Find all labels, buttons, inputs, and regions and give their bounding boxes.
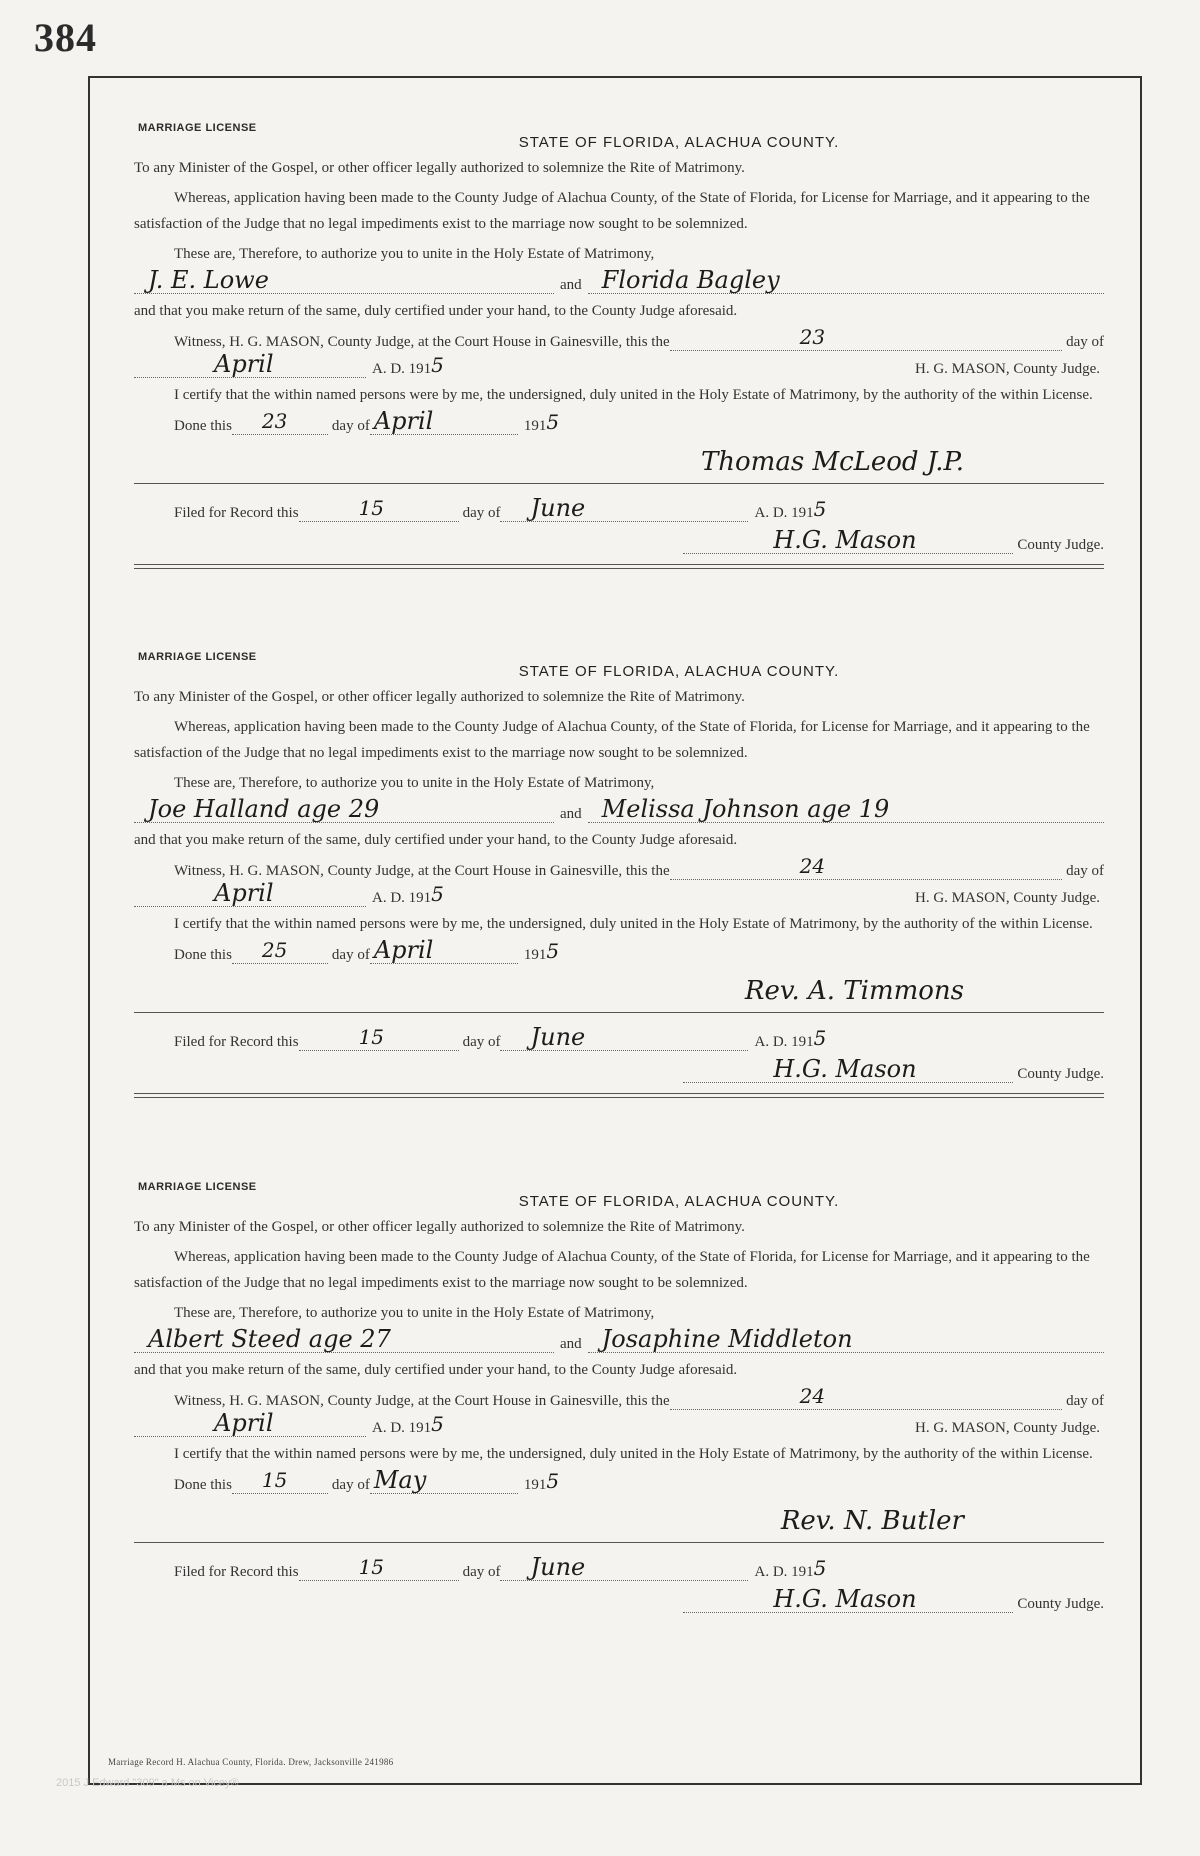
filed-row	[134, 1551, 1104, 1581]
done-month-field	[370, 407, 518, 435]
witness-row	[134, 853, 1104, 880]
license-label: MARRIAGE LICENSE	[138, 122, 257, 134]
to-minister-line: To any Minister of the Gospel, or other officer legally authorized to solemnize the Rite of Matrimony.	[134, 689, 745, 705]
whereas-paragraph: Whereas, application having been made to the County Judge of Alachua County, of the State of Florida, for License for Marriage, and it appearing to the satisfaction of the Judge that no legal impediments exist to the marriage now sought to be solemnized.	[134, 719, 1090, 761]
witness-month: April	[214, 879, 274, 907]
authorize-line: These are, Therefore, to authorize you to unite in the Holy Estate of Matrimony,	[174, 1305, 655, 1321]
separator-rule	[134, 1542, 1104, 1543]
witness-day-field	[670, 855, 1062, 880]
witness-month-row	[134, 880, 1104, 907]
witness-month-field	[134, 1409, 366, 1437]
officiant-signature-row	[134, 435, 1104, 475]
filed-label: Filed for Record this	[174, 505, 299, 521]
ad-year: 5	[431, 882, 444, 906]
names-row	[134, 267, 1104, 294]
clerk-field	[683, 1585, 1013, 1613]
done-year: 5	[546, 1469, 560, 1493]
done-month: May	[373, 1466, 427, 1494]
filed-year: 5	[813, 1556, 827, 1580]
judge-title: H. G. MASON, County Judge.	[914, 890, 1100, 906]
witness-text: Witness, H. G. MASON, County Judge, at the Court House in Gainesville, this the	[174, 1393, 670, 1409]
return-line: and that you make return of the same, duly certified under your hand, to the County Judge aforesaid.	[134, 832, 738, 848]
done-day-field	[232, 410, 328, 435]
names-row	[134, 796, 1104, 823]
certify-paragraph: I certify that the within named persons were by me, the undersigned, duly united in the Holy Estate of Matrimony, by the authority of the within License.	[174, 1446, 1093, 1462]
clerk-signature: H.G. Mason	[773, 1585, 917, 1613]
certify-paragraph: I certify that the within named persons were by me, the undersigned, duly united in the Holy Estate of Matrimony, by the authority of the within License.	[174, 916, 1093, 932]
license-heading: STATE OF FLORIDA, ALACHUA COUNTY.	[518, 663, 840, 680]
filed-month: June	[530, 1553, 586, 1581]
witness-day: 23	[799, 325, 826, 349]
witness-text: Witness, H. G. MASON, County Judge, at the Court House in Gainesville, this the	[174, 863, 670, 879]
witness-month-row	[134, 1410, 1104, 1437]
done-this-label: Done this	[174, 418, 232, 434]
bride-field	[588, 1325, 1104, 1353]
filed-month: June	[530, 494, 586, 522]
witness-month-field	[134, 879, 366, 907]
clerk-signature: H.G. Mason	[773, 1055, 917, 1083]
section-divider	[134, 564, 1104, 569]
county-judge-label: County Judge.	[1017, 1596, 1104, 1612]
record-frame	[88, 76, 1142, 1785]
bride-field	[588, 795, 1104, 823]
officiant-signature: Rev. A. Timmons	[744, 976, 964, 1006]
done-year: 5	[546, 939, 560, 963]
ad-label: A. D. 191	[372, 1420, 432, 1436]
filed-label: Filed for Record this	[174, 1564, 299, 1580]
ad-label: A. D. 191	[372, 361, 432, 377]
filed-month-field	[500, 1023, 748, 1051]
witness-day: 24	[799, 854, 826, 878]
groom-name: Joe Halland age 29	[148, 795, 380, 823]
filed-day-of-label: day of	[462, 505, 501, 521]
witness-day-field	[670, 1385, 1062, 1410]
marriage-license-1	[90, 122, 1140, 569]
return-line: and that you make return of the same, duly certified under your hand, to the County Judge aforesaid.	[134, 303, 738, 319]
filed-day: 15	[358, 496, 385, 520]
clerk-row	[134, 1581, 1104, 1613]
done-year: 5	[546, 410, 560, 434]
officiant-signature-row	[134, 964, 1104, 1004]
done-day: 23	[261, 409, 288, 433]
witness-text: Witness, H. G. MASON, County Judge, at the Court House in Gainesville, this the	[174, 334, 670, 350]
done-row	[134, 408, 1104, 435]
certify-paragraph: I certify that the within named persons were by me, the undersigned, duly united in the Holy Estate of Matrimony, by the authority of the within License.	[174, 387, 1093, 403]
witness-month: April	[214, 1409, 274, 1437]
bride-field	[588, 266, 1104, 294]
to-minister-line: To any Minister of the Gospel, or other officer legally authorized to solemnize the Rite of Matrimony.	[134, 1219, 745, 1235]
witness-day-field	[670, 326, 1062, 351]
done-year-prefix: 191	[523, 418, 547, 434]
day-of-label: day of	[1066, 334, 1104, 350]
footer-imprint: Marriage Record H. Alachua County, Florida. Drew, Jacksonville 241986	[108, 1757, 394, 1767]
judge-title: H. G. MASON, County Judge.	[914, 1420, 1100, 1436]
filed-day-field	[299, 497, 459, 522]
done-month: April	[373, 936, 434, 964]
done-year-prefix: 191	[523, 1477, 547, 1493]
whereas-paragraph: Whereas, application having been made to the County Judge of Alachua County, of the State of Florida, for License for Marriage, and it appearing to the satisfaction of the Judge that no legal impediments exist to the marriage now sought to be solemnized.	[134, 190, 1090, 232]
judge-title: H. G. MASON, County Judge.	[914, 361, 1100, 377]
filed-month: June	[530, 1023, 586, 1051]
return-line: and that you make return of the same, duly certified under your hand, to the County Judge aforesaid.	[134, 1362, 738, 1378]
watermark: 2015 J Edward "309" a Ms on Vicey®	[56, 1777, 239, 1789]
clerk-signature: H.G. Mason	[773, 526, 917, 554]
filed-row	[134, 1021, 1104, 1051]
ad-label: A. D. 191	[372, 890, 432, 906]
separator-rule	[134, 1012, 1104, 1013]
filed-day: 15	[358, 1555, 385, 1579]
filed-day-of-label: day of	[462, 1034, 501, 1050]
officiant-signature: Rev. N. Butler	[780, 1506, 964, 1536]
day-of-label: day of	[1066, 863, 1104, 879]
groom-field	[134, 266, 554, 294]
done-this-label: Done this	[174, 947, 232, 963]
groom-name: Albert Steed age 27	[148, 1325, 391, 1353]
filed-ad-label: A. D. 191	[754, 1034, 814, 1050]
officiant-signature: Thomas McLeod J.P.	[700, 447, 964, 477]
filed-ad-label: A. D. 191	[754, 1564, 814, 1580]
witness-month-field	[134, 350, 366, 378]
license-label: MARRIAGE LICENSE	[138, 1181, 257, 1193]
page-number: 384	[34, 15, 97, 60]
bride-name: Melissa Johnson age 19	[601, 795, 890, 823]
filed-day-field	[299, 1556, 459, 1581]
done-month: April	[373, 407, 434, 435]
witness-row	[134, 1383, 1104, 1410]
authorize-line: These are, Therefore, to authorize you to unite in the Holy Estate of Matrimony,	[174, 775, 655, 791]
done-day: 15	[261, 1468, 288, 1492]
officiant-signature-row	[134, 1494, 1104, 1534]
filed-row	[134, 492, 1104, 522]
section-divider	[134, 1093, 1104, 1098]
groom-field	[134, 795, 554, 823]
county-judge-label: County Judge.	[1017, 1066, 1104, 1082]
groom-field	[134, 1325, 554, 1353]
filed-day: 15	[358, 1025, 385, 1049]
ad-year: 5	[431, 1412, 444, 1436]
filed-year: 5	[813, 497, 827, 521]
done-day-field	[232, 1469, 328, 1494]
done-row	[134, 937, 1104, 964]
done-day-field	[232, 939, 328, 964]
license-heading: STATE OF FLORIDA, ALACHUA COUNTY.	[518, 134, 840, 151]
done-day-of-label: day of	[331, 418, 370, 434]
clerk-row	[134, 522, 1104, 554]
done-year-prefix: 191	[523, 947, 547, 963]
witness-day: 24	[799, 1384, 826, 1408]
groom-name: J. E. Lowe	[148, 266, 269, 294]
clerk-field	[683, 526, 1013, 554]
clerk-field	[683, 1055, 1013, 1083]
witness-month-row	[134, 351, 1104, 378]
filed-label: Filed for Record this	[174, 1034, 299, 1050]
license-heading: STATE OF FLORIDA, ALACHUA COUNTY.	[518, 1193, 840, 1210]
whereas-paragraph: Whereas, application having been made to the County Judge of Alachua County, of the State of Florida, for License for Marriage, and it appearing to the satisfaction of the Judge that no legal impediments exist to the marriage now sought to be solemnized.	[134, 1249, 1090, 1291]
and-label: and	[560, 277, 582, 293]
to-minister-line: To any Minister of the Gospel, or other officer legally authorized to solemnize the Rite of Matrimony.	[134, 160, 745, 176]
filed-ad-label: A. D. 191	[754, 505, 814, 521]
day-of-label: day of	[1066, 1393, 1104, 1409]
authorize-line: These are, Therefore, to authorize you to unite in the Holy Estate of Matrimony,	[174, 246, 655, 262]
done-month-field	[370, 936, 518, 964]
bride-name: Florida Bagley	[601, 266, 780, 294]
separator-rule	[134, 483, 1104, 484]
done-day-of-label: day of	[331, 947, 370, 963]
filed-month-field	[500, 494, 748, 522]
done-this-label: Done this	[174, 1477, 232, 1493]
county-judge-label: County Judge.	[1017, 537, 1104, 553]
license-label: MARRIAGE LICENSE	[138, 651, 257, 663]
witness-month: April	[214, 350, 274, 378]
filed-year: 5	[813, 1026, 827, 1050]
marriage-license-3	[90, 1181, 1140, 1613]
filed-month-field	[500, 1553, 748, 1581]
and-label: and	[560, 806, 582, 822]
ad-year: 5	[431, 353, 444, 377]
and-label: and	[560, 1336, 582, 1352]
done-row	[134, 1467, 1104, 1494]
done-day: 25	[261, 938, 288, 962]
filed-day-field	[299, 1026, 459, 1051]
names-row	[134, 1326, 1104, 1353]
witness-row	[134, 324, 1104, 351]
marriage-license-2	[90, 651, 1140, 1098]
done-day-of-label: day of	[331, 1477, 370, 1493]
bride-name: Josaphine Middleton	[601, 1325, 853, 1353]
clerk-row	[134, 1051, 1104, 1083]
filed-day-of-label: day of	[462, 1564, 501, 1580]
done-month-field	[370, 1466, 518, 1494]
